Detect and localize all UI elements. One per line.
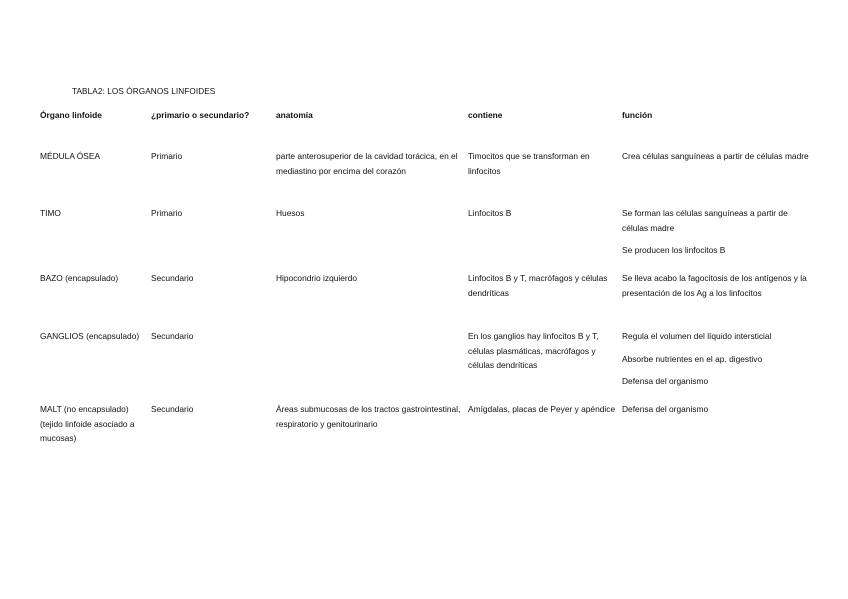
row-4-funcion-item: Defensa del organismo: [622, 376, 709, 386]
row-4-tipo: Secundario: [151, 331, 194, 341]
row-2-contiene: Linfocitos B: [468, 208, 512, 218]
row-4-funcion-item: Absorbe nutrientes en el ap. digestivo: [622, 353, 763, 364]
row-2-organo: TIMO: [40, 208, 61, 218]
row-5-anatomia: Áreas submucosas de los tractos gastrointestinal, respiratorio y genitourinario: [276, 404, 461, 429]
row-1-anatomia: parte anterosuperior de la cavidad torácica, en el mediastino por encima del corazón: [276, 151, 458, 176]
row-2-funcion-item: Se forman las células sanguíneas a partir de células madre: [622, 208, 788, 233]
row-3-anatomia: Hipocondrio izquierdo: [276, 273, 358, 283]
header-tipo: ¿primario o secundario?: [151, 110, 250, 120]
row-1-funcion-item: Crea células sanguíneas a partir de células madre: [622, 151, 809, 161]
row-5-funcion: [622, 402, 812, 417]
header-organo: Órgano linfoide: [40, 110, 102, 120]
row-3-contiene: Linfocitos B y T, macrófagos y células dendríticas: [468, 273, 608, 298]
row-1-funcion: [622, 149, 812, 164]
header-anatomia: anatomía: [276, 110, 313, 120]
row-4-contiene: En los ganglios hay linfocitos B y T, células plasmáticas, macrófagos y células dendríticas: [468, 331, 599, 370]
row-3-funcion: [622, 271, 812, 300]
row-5-contiene: Amígdalas, placas de Peyer y apéndice: [468, 404, 616, 414]
row-5-funcion-item: Defensa del organismo: [622, 404, 709, 414]
header-funcion: función: [622, 110, 653, 120]
row-2-anatomia: Huesos: [276, 208, 305, 218]
row-2-funcion: [622, 206, 812, 258]
row-3-tipo: Secundario: [151, 273, 194, 283]
row-4-funcion: [622, 329, 812, 389]
row-4-funcion-item: Regula el volumen del líquido intersticial: [622, 331, 772, 341]
header-contiene: contiene: [468, 110, 503, 120]
row-1-tipo: Primario: [151, 151, 183, 161]
row-4-organo: GANGLIOS (encapsulado): [40, 331, 140, 341]
row-2-tipo: Primario: [151, 208, 183, 218]
row-2-funcion-item: Se producen los linfocitos B: [622, 245, 726, 255]
table-title: TABLA2: LOS ÓRGANOS LINFOIDES: [72, 87, 216, 96]
row-5-tipo: Secundario: [151, 404, 194, 414]
row-3-organo: BAZO (encapsulado): [40, 273, 119, 283]
row-1-contiene: Timocitos que se transforman en linfocitos: [468, 151, 590, 176]
row-3-funcion-item: Se lleva acabo la fagocitosis de los antígenos y la presentación de los Ag a los linfocitos: [622, 273, 807, 298]
row-1-organo: MÉDULA ÓSEA: [40, 151, 101, 161]
row-5-organo: MALT (no encapsulado) (tejido linfoide asociado a mucosas): [40, 404, 135, 443]
